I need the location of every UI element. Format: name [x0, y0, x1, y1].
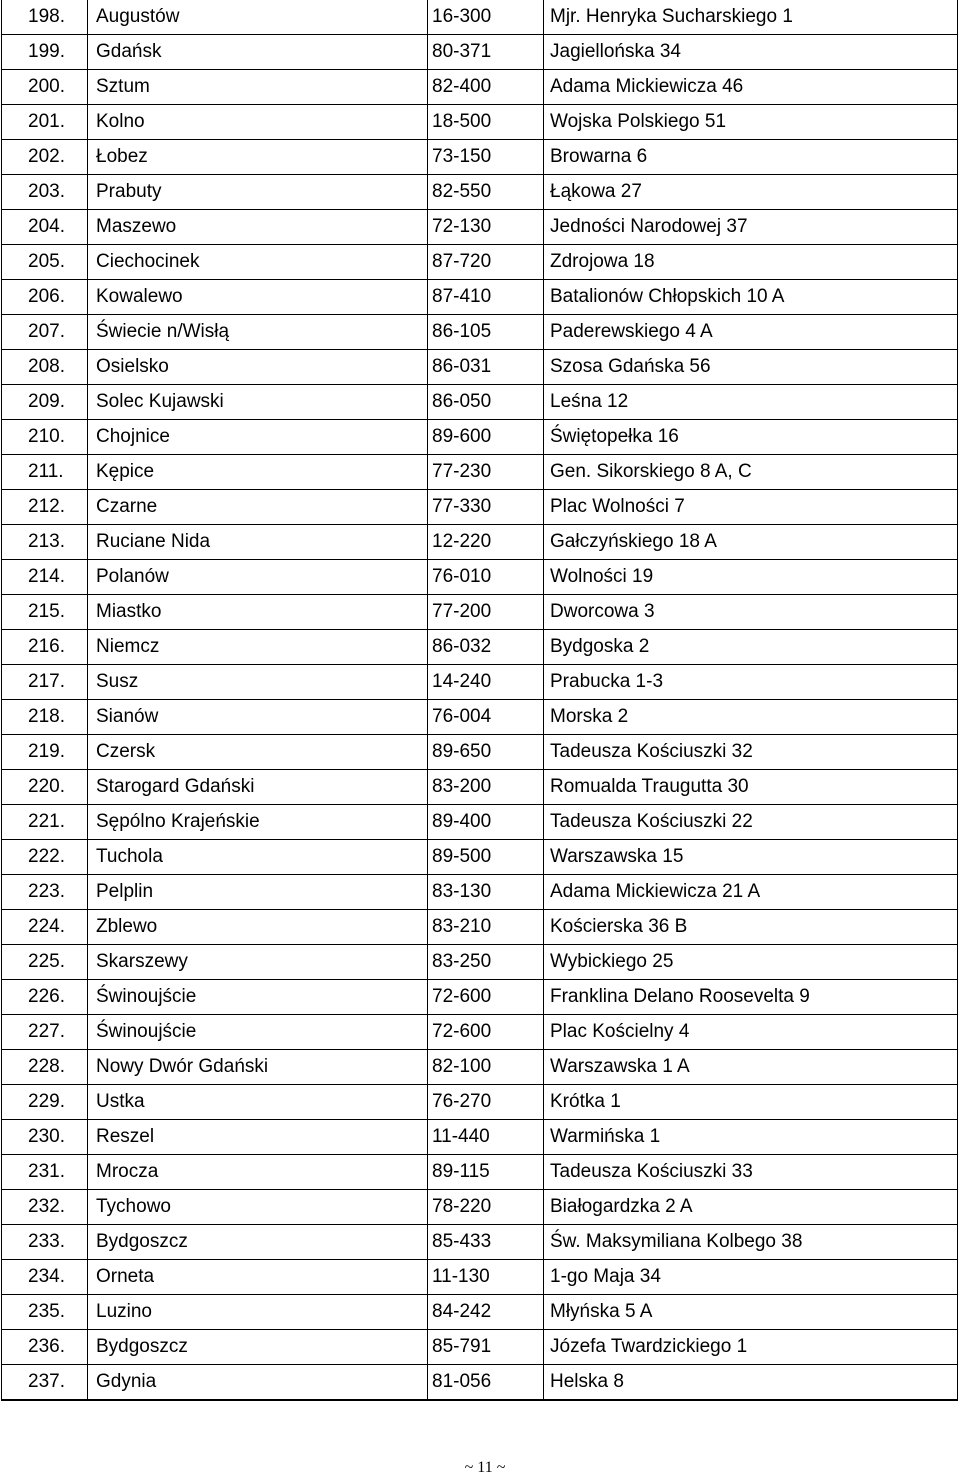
street-address: Wojska Polskiego 51	[544, 105, 958, 140]
street-address: Franklina Delano Roosevelta 9	[544, 980, 958, 1015]
street-address: Gałczyńskiego 18 A	[544, 525, 958, 560]
table-row	[2, 770, 958, 805]
city-name: Tuchola	[88, 840, 428, 875]
row-number: 226.	[2, 980, 88, 1015]
city-name: Augustów	[88, 0, 428, 35]
postal-code: 89-500	[428, 840, 544, 875]
city-name: Łobez	[88, 140, 428, 175]
row-number: 222.	[2, 840, 88, 875]
postal-code: 85-433	[428, 1225, 544, 1260]
row-number: 228.	[2, 1050, 88, 1085]
row-number: 203.	[2, 175, 88, 210]
postal-code: 82-400	[428, 70, 544, 105]
row-number: 235.	[2, 1295, 88, 1330]
street-address: Szosa Gdańska 56	[544, 350, 958, 385]
table-row	[2, 840, 958, 875]
postal-code: 76-004	[428, 700, 544, 735]
street-address: Warszawska 1 A	[544, 1050, 958, 1085]
row-number: 201.	[2, 105, 88, 140]
city-name: Chojnice	[88, 420, 428, 455]
city-name: Polanów	[88, 560, 428, 595]
city-name: Bydgoszcz	[88, 1330, 428, 1365]
table-row	[2, 350, 958, 385]
postal-code: 77-330	[428, 490, 544, 525]
city-name: Solec Kujawski	[88, 385, 428, 420]
postal-code: 77-230	[428, 455, 544, 490]
postal-code: 89-400	[428, 805, 544, 840]
postal-code: 87-410	[428, 280, 544, 315]
postal-code: 89-650	[428, 735, 544, 770]
table-row	[2, 1085, 958, 1120]
table-row	[2, 140, 958, 175]
street-address: Browarna 6	[544, 140, 958, 175]
row-number: 202.	[2, 140, 88, 175]
row-number: 232.	[2, 1190, 88, 1225]
city-name: Starogard Gdański	[88, 770, 428, 805]
table-row	[2, 245, 958, 280]
table-row	[2, 1330, 958, 1365]
table-row	[2, 875, 958, 910]
city-name: Reszel	[88, 1120, 428, 1155]
table-row	[2, 630, 958, 665]
table-row	[2, 805, 958, 840]
street-address: Wolności 19	[544, 560, 958, 595]
street-address: Tadeusza Kościuszki 22	[544, 805, 958, 840]
table-row	[2, 385, 958, 420]
table-row	[2, 70, 958, 105]
table-row	[2, 210, 958, 245]
table-row	[2, 1365, 958, 1401]
postal-code: 11-130	[428, 1260, 544, 1295]
row-number: 213.	[2, 525, 88, 560]
street-address: Helska 8	[544, 1365, 958, 1401]
city-name: Kowalewo	[88, 280, 428, 315]
postal-code: 72-130	[428, 210, 544, 245]
postal-code: 89-600	[428, 420, 544, 455]
row-number: 211.	[2, 455, 88, 490]
street-address: Kościerska 36 B	[544, 910, 958, 945]
street-address: Tadeusza Kościuszki 32	[544, 735, 958, 770]
table-row	[2, 1050, 958, 1085]
table-row	[2, 105, 958, 140]
street-address: Warmińska 1	[544, 1120, 958, 1155]
city-name: Nowy Dwór Gdański	[88, 1050, 428, 1085]
row-number: 229.	[2, 1085, 88, 1120]
street-address: Adama Mickiewicza 21 A	[544, 875, 958, 910]
city-name: Luzino	[88, 1295, 428, 1330]
city-name: Zblewo	[88, 910, 428, 945]
street-address: Adama Mickiewicza 46	[544, 70, 958, 105]
postal-code: 83-210	[428, 910, 544, 945]
row-number: 212.	[2, 490, 88, 525]
row-number: 208.	[2, 350, 88, 385]
table-row	[2, 735, 958, 770]
street-address: Romualda Traugutta 30	[544, 770, 958, 805]
postal-code: 83-130	[428, 875, 544, 910]
table-row	[2, 910, 958, 945]
street-address: Młyńska 5 A	[544, 1295, 958, 1330]
table-row	[2, 945, 958, 980]
street-address: Warszawska 15	[544, 840, 958, 875]
city-name: Gdańsk	[88, 35, 428, 70]
street-address: Leśna 12	[544, 385, 958, 420]
postal-code: 18-500	[428, 105, 544, 140]
city-name: Ustka	[88, 1085, 428, 1120]
street-address: Jagiellońska 34	[544, 35, 958, 70]
row-number: 220.	[2, 770, 88, 805]
table-row	[2, 1120, 958, 1155]
row-number: 200.	[2, 70, 88, 105]
postal-code: 86-050	[428, 385, 544, 420]
street-address: Gen. Sikorskiego 8 A, C	[544, 455, 958, 490]
table-row	[2, 280, 958, 315]
postal-code: 81-056	[428, 1365, 544, 1401]
postal-code: 16-300	[428, 0, 544, 35]
street-address: Krótka 1	[544, 1085, 958, 1120]
table-row	[2, 525, 958, 560]
postal-code: 11-440	[428, 1120, 544, 1155]
postal-code: 82-550	[428, 175, 544, 210]
row-number: 231.	[2, 1155, 88, 1190]
street-address: Józefa Twardzickiego 1	[544, 1330, 958, 1365]
street-address: Plac Kościelny 4	[544, 1015, 958, 1050]
row-number: 221.	[2, 805, 88, 840]
city-name: Osielsko	[88, 350, 428, 385]
table-row	[2, 420, 958, 455]
city-name: Ciechocinek	[88, 245, 428, 280]
row-number: 233.	[2, 1225, 88, 1260]
street-address: Białogardzka 2 A	[544, 1190, 958, 1225]
row-number: 223.	[2, 875, 88, 910]
postal-code: 73-150	[428, 140, 544, 175]
city-name: Prabuty	[88, 175, 428, 210]
table-row	[2, 700, 958, 735]
street-address: Świętopełka 16	[544, 420, 958, 455]
postal-code: 84-242	[428, 1295, 544, 1330]
postal-code: 89-115	[428, 1155, 544, 1190]
postal-code: 86-105	[428, 315, 544, 350]
city-name: Świnoujście	[88, 1015, 428, 1050]
city-name: Czersk	[88, 735, 428, 770]
street-address: Łąkowa 27	[544, 175, 958, 210]
city-name: Świnoujście	[88, 980, 428, 1015]
table-row	[2, 560, 958, 595]
street-address: Tadeusza Kościuszki 33	[544, 1155, 958, 1190]
row-number: 234.	[2, 1260, 88, 1295]
table-row	[2, 1225, 958, 1260]
table-row	[2, 490, 958, 525]
row-number: 198.	[2, 0, 88, 35]
street-address: Zdrojowa 18	[544, 245, 958, 280]
postal-code: 12-220	[428, 525, 544, 560]
city-name: Maszewo	[88, 210, 428, 245]
address-table-body	[2, 0, 958, 1400]
street-address: Batalionów Chłopskich 10 A	[544, 280, 958, 315]
street-address: Wybickiego 25	[544, 945, 958, 980]
row-number: 224.	[2, 910, 88, 945]
row-number: 216.	[2, 630, 88, 665]
postal-code: 80-371	[428, 35, 544, 70]
street-address: Prabucka 1-3	[544, 665, 958, 700]
address-table	[1, 0, 958, 1401]
postal-code: 76-270	[428, 1085, 544, 1120]
row-number: 205.	[2, 245, 88, 280]
row-number: 217.	[2, 665, 88, 700]
city-name: Niemcz	[88, 630, 428, 665]
row-number: 214.	[2, 560, 88, 595]
street-address: Plac Wolności 7	[544, 490, 958, 525]
row-number: 236.	[2, 1330, 88, 1365]
street-address: Dworcowa 3	[544, 595, 958, 630]
street-address: Paderewskiego 4 A	[544, 315, 958, 350]
row-number: 207.	[2, 315, 88, 350]
postal-code: 78-220	[428, 1190, 544, 1225]
table-row	[2, 315, 958, 350]
street-address: 1-go Maja 34	[544, 1260, 958, 1295]
row-number: 210.	[2, 420, 88, 455]
row-number: 219.	[2, 735, 88, 770]
city-name: Bydgoszcz	[88, 1225, 428, 1260]
street-address: Mjr. Henryka Sucharskiego 1	[544, 0, 958, 35]
postal-code: 14-240	[428, 665, 544, 700]
table-row	[2, 980, 958, 1015]
postal-code: 72-600	[428, 1015, 544, 1050]
row-number: 230.	[2, 1120, 88, 1155]
row-number: 199.	[2, 35, 88, 70]
city-name: Świecie n/Wisłą	[88, 315, 428, 350]
city-name: Miastko	[88, 595, 428, 630]
street-address: Św. Maksymiliana Kolbego 38	[544, 1225, 958, 1260]
city-name: Sztum	[88, 70, 428, 105]
city-name: Tychowo	[88, 1190, 428, 1225]
city-name: Ruciane Nida	[88, 525, 428, 560]
postal-code: 72-600	[428, 980, 544, 1015]
postal-code: 76-010	[428, 560, 544, 595]
city-name: Susz	[88, 665, 428, 700]
table-row	[2, 1295, 958, 1330]
city-name: Orneta	[88, 1260, 428, 1295]
table-row	[2, 35, 958, 70]
city-name: Sępólno Krajeńskie	[88, 805, 428, 840]
city-name: Pelplin	[88, 875, 428, 910]
row-number: 218.	[2, 700, 88, 735]
city-name: Mrocza	[88, 1155, 428, 1190]
street-address: Jedności Narodowej 37	[544, 210, 958, 245]
row-number: 204.	[2, 210, 88, 245]
city-name: Kępice	[88, 455, 428, 490]
row-number: 227.	[2, 1015, 88, 1050]
postal-code: 83-250	[428, 945, 544, 980]
city-name: Skarszewy	[88, 945, 428, 980]
row-number: 237.	[2, 1365, 88, 1401]
postal-code: 85-791	[428, 1330, 544, 1365]
table-row	[2, 175, 958, 210]
city-name: Kolno	[88, 105, 428, 140]
street-address: Morska 2	[544, 700, 958, 735]
postal-code: 86-031	[428, 350, 544, 385]
postal-code: 86-032	[428, 630, 544, 665]
row-number: 209.	[2, 385, 88, 420]
postal-code: 77-200	[428, 595, 544, 630]
table-row	[2, 455, 958, 490]
row-number: 215.	[2, 595, 88, 630]
city-name: Sianów	[88, 700, 428, 735]
table-row	[2, 1015, 958, 1050]
city-name: Gdynia	[88, 1365, 428, 1401]
city-name: Czarne	[88, 490, 428, 525]
postal-code: 87-720	[428, 245, 544, 280]
row-number: 225.	[2, 945, 88, 980]
postal-code: 83-200	[428, 770, 544, 805]
table-row	[2, 595, 958, 630]
postal-code: 82-100	[428, 1050, 544, 1085]
table-row	[2, 1155, 958, 1190]
table-row	[2, 1260, 958, 1295]
table-row	[2, 1190, 958, 1225]
row-number: 206.	[2, 280, 88, 315]
street-address: Bydgoska 2	[544, 630, 958, 665]
table-row	[2, 665, 958, 700]
table-row	[2, 0, 958, 35]
page-number: ~ 11 ~	[464, 1459, 506, 1476]
